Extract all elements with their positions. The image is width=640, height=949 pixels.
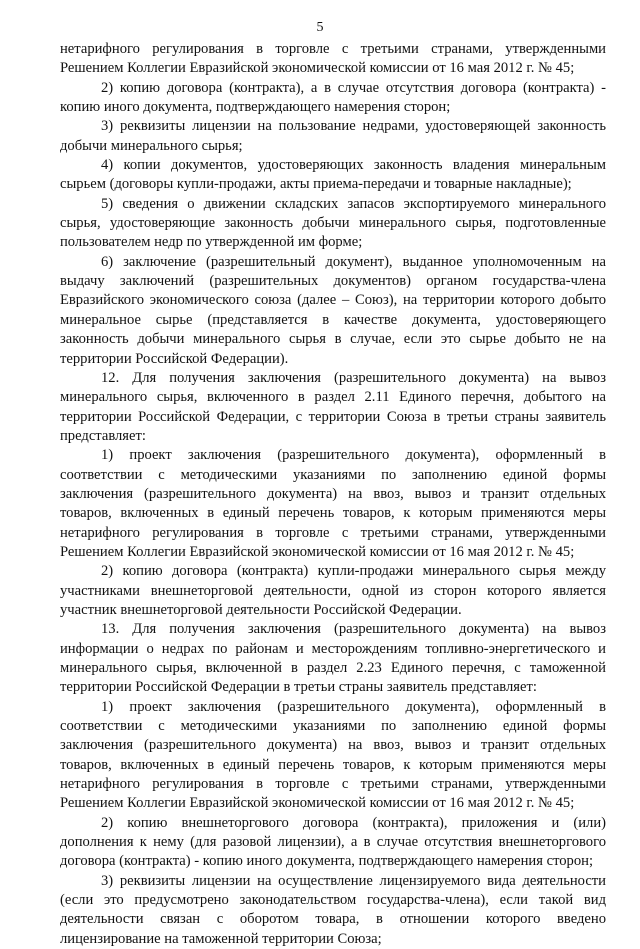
text-line: минерального сырья, включенного в раздел 2.11 Единого перечня, добытого на [60,389,606,406]
document-body [60,40,606,949]
text-line: (если это предусмотрено законодательством государства-члена), если такой вид [60,892,606,909]
text-line: дополнения к нему (для разовой лицензии), а в случае отсутствия внешнеторгового [60,834,606,851]
text-line: заключения (разрешительного документа) на ввоз, вывоз и транзит отдельных [60,485,606,502]
text-line: Евразийского экономического союза (далее – Союз), на территории которого добыто [60,292,606,309]
text-line: деятельности связан с оборотом товара, в отношении которого введено [60,911,606,928]
text-line: законность добычи минерального сырья в случае, если это сырье добыто не на [60,331,606,348]
text-line: 3) реквизиты лицензии на осуществление лицензируемого вида деятельности [101,872,606,889]
text-line: 1) проект заключения (разрешительного документа), оформленный в [101,698,606,715]
text-line: участник внешнеторговой деятельности Российской Федерации. [60,601,462,618]
text-line: участниками внешнеторговой деятельности, одной из сторон которого является [60,582,606,599]
text-line: 6) заключение (разрешительный документ), выданное уполномоченным на [101,253,606,270]
text-line: пользователем недр по утвержденной им форме; [60,234,363,251]
text-line: лицензирование на таможенной территории Союза; [60,930,382,947]
text-line: договора (контракта) - копию иного документа, подтверждающего намерения сторон; [60,853,594,870]
text-line: 3) реквизиты лицензии на пользование недрами, удостоверяющей законность [101,118,606,135]
text-line: Решением Коллегии Евразийской экономической комиссии от 16 мая 2012 г. № 45; [60,795,575,812]
text-line: представляет: [60,427,146,444]
text-line: соответствии с методическими указаниями по заполнению единой формы [60,718,606,735]
text-line: минерального сырья, включенной в раздел 2.23 Единого перечня, с таможенной [60,660,606,676]
text-line: товаров, включенных в единый перечень товаров, к которым применяются меры [60,505,606,522]
text-line: копию иного документа, подтверждающего намерения сторон; [60,99,451,116]
text-line: нетарифного регулирования в торговле с третьими странами, утвержденными [60,524,606,541]
text-line: сырьем (договоры купли-продажи, акты приема-передачи и товарные накладные); [60,176,572,193]
text-line: территории Российской Федерации в третьи страны заявитель представляет: [60,679,537,696]
text-line: 2) копию договора (контракта), а в случае отсутствия договора (контракта) - [101,79,606,96]
text-line: нетарифного регулирования в торговле с третьими странами, утвержденными [60,776,606,793]
text-line: Решением Коллегии Евразийской экономической комиссии от 16 мая 2012 г. № 45; [60,60,575,77]
text-line: 4) копии документов, удостоверяющих законность владения минеральным [101,157,606,174]
text-line: добычи минерального сырья; [60,137,243,154]
text-line: заключения (разрешительного документа) на ввоз, вывоз и транзит отдельных [60,737,606,754]
text-line: 5) сведения о движении складских запасов экспортируемого минерального [101,195,606,212]
text-line: 1) проект заключения (разрешительного документа), оформленный в [101,447,606,464]
text-line: 2) копию договора (контракта) купли-продажи минерального сырья между [101,563,606,580]
page-number: 5 [316,20,324,35]
text-line: территории Российской Федерации). [60,350,289,367]
text-line: Решением Коллегии Евразийской экономической комиссии от 16 мая 2012 г. № 45; [60,543,575,560]
text-line: товаров, включенных в единый перечень товаров, к которым применяются меры [60,756,606,773]
text-line: выдачу заключений (разрешительных документов) органом государства-члена [60,273,606,290]
text-line: соответствии с методическими указаниями по заполнению единой формы [60,466,606,483]
text-line: 2) копию внешнеторгового договора (контракта), приложения и (или) [101,814,606,831]
text-line: территории Российской Федерации, с территории Союза в третьи страны заявитель [60,408,606,425]
text-line: сырья, удостоверяющие законность добычи минерального сырья, подготовленные [60,215,606,232]
text-line: минеральное сырье (представляется в качестве документа, удостоверяющего [60,311,606,328]
text-line: 12. Для получения заключения (разрешительного документа) на вывоз [101,369,606,386]
text-line: 13. Для получения заключения (разрешительного документа) на вывоз [101,621,606,638]
text-line: нетарифного регулирования в торговле с третьими странами, утвержденными [60,41,606,57]
text-line: информации о недрах по районам и месторождениям топливно-энергетического и [60,640,606,657]
